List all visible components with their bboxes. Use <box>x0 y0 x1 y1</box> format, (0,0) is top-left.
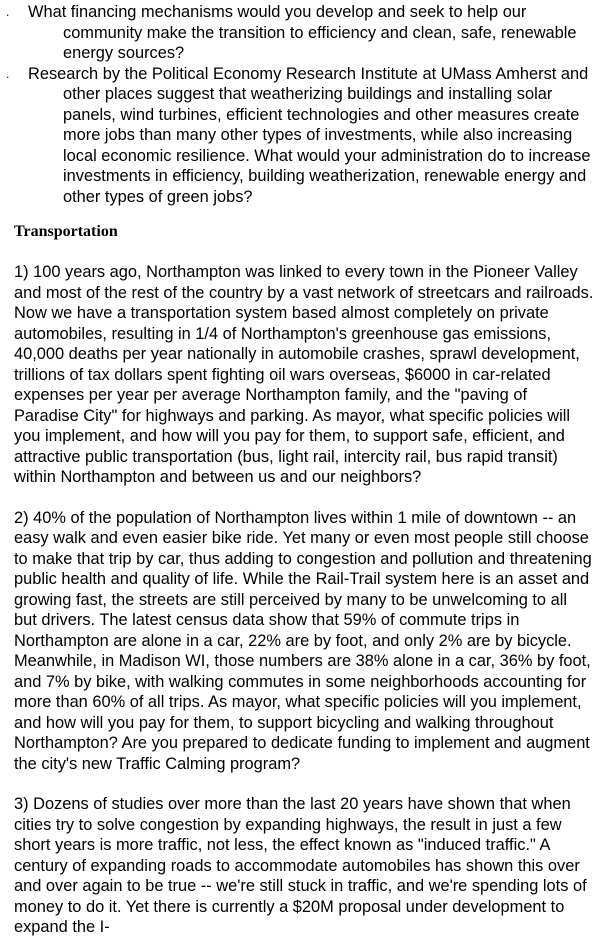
paragraph: 2) 40% of the population of Northampton lives within 1 mile of downtown -- an easy walk and even easier bike ride. Yet many or even most people still choose to make that trip by car, thus adding to congestion and pollution and threatening public health and quality of life. While the Rail-Trail system here is an asset and growing fast, the streets are still perceived by many to be unwelcoming to all but drivers. The latest census data show that 59% of commute trips in Northampton are alone in a car, 22% are by foot, and only 2% are by bicycle. Meanwhile, in Madison WI, those numbers are 38% alone in a car, 36% by foot, and 7% by bike, with walking commutes in some neighborhoods accounting for more than 60% of all trips. As mayor, what specific policies will you implement, and how will you pay for them, to support bicycling and walking throughout Northampton? Are you prepared to dedicate funding to implement and augment the city's new Traffic Calming program? <box>14 508 592 773</box>
section-heading: Transportation <box>14 223 118 240</box>
document-page <box>0 2 600 938</box>
question-list <box>0 2 600 207</box>
list-item <box>0 64 600 208</box>
paragraph: 3) Dozens of studies over more than the last 20 years have shown that when cities try to solve congestion by expanding highways, the result in just a few short years is more traffic, not less, the effect known as "induced traffic." A century of expanding roads to accommodate automobiles has shown this over and over again to be true -- we're still stuck in traffic, and we're spending lots of money to do it. Yet there is currently a $20M proposal under development to expand the I- <box>14 795 587 936</box>
list-item-text: What financing mechanisms would you develop and seek to help our community make the transition to efficiency and clean, safe, renewable energy sources? <box>28 3 577 62</box>
bullet-marker: . <box>6 66 10 81</box>
list-item <box>0 2 600 64</box>
paragraph: 1) 100 years ago, Northampton was linked to every town in the Pioneer Valley and most of the rest of the country by a vast network of streetcars and railroads. Now we have a transportation system based almost completely on private automobiles, resulting in 1/4 of Northampton's greenhouse gas emissions, 40,000 deaths per year nationally in automobile crashes, sprawl development, trillions of tax dollars spent fighting oil wars overseas, $6000 in car-related expenses per year per average Northampton family, and the "paving of Paradise City" for highways and parking. As mayor, what specific policies will you implement, and how will you pay for them, to support safe, efficient, and attractive public transportation (bus, light rail, intercity rail, bus rapid transit) within Northampton and between us and our neighbors? <box>14 263 594 486</box>
bullet-marker: . <box>6 5 10 19</box>
list-item-text: Research by the Political Economy Research Institute at UMass Amherst and other places suggest that weatherizing buildings and installing solar panels, wind turbines, efficient technologies and other measures create more jobs than many other types of investments, while also increasing local economic resilience. What would your administration do to increase investments in efficiency, building weatherization, renewable energy and other types of green jobs? <box>28 64 591 206</box>
